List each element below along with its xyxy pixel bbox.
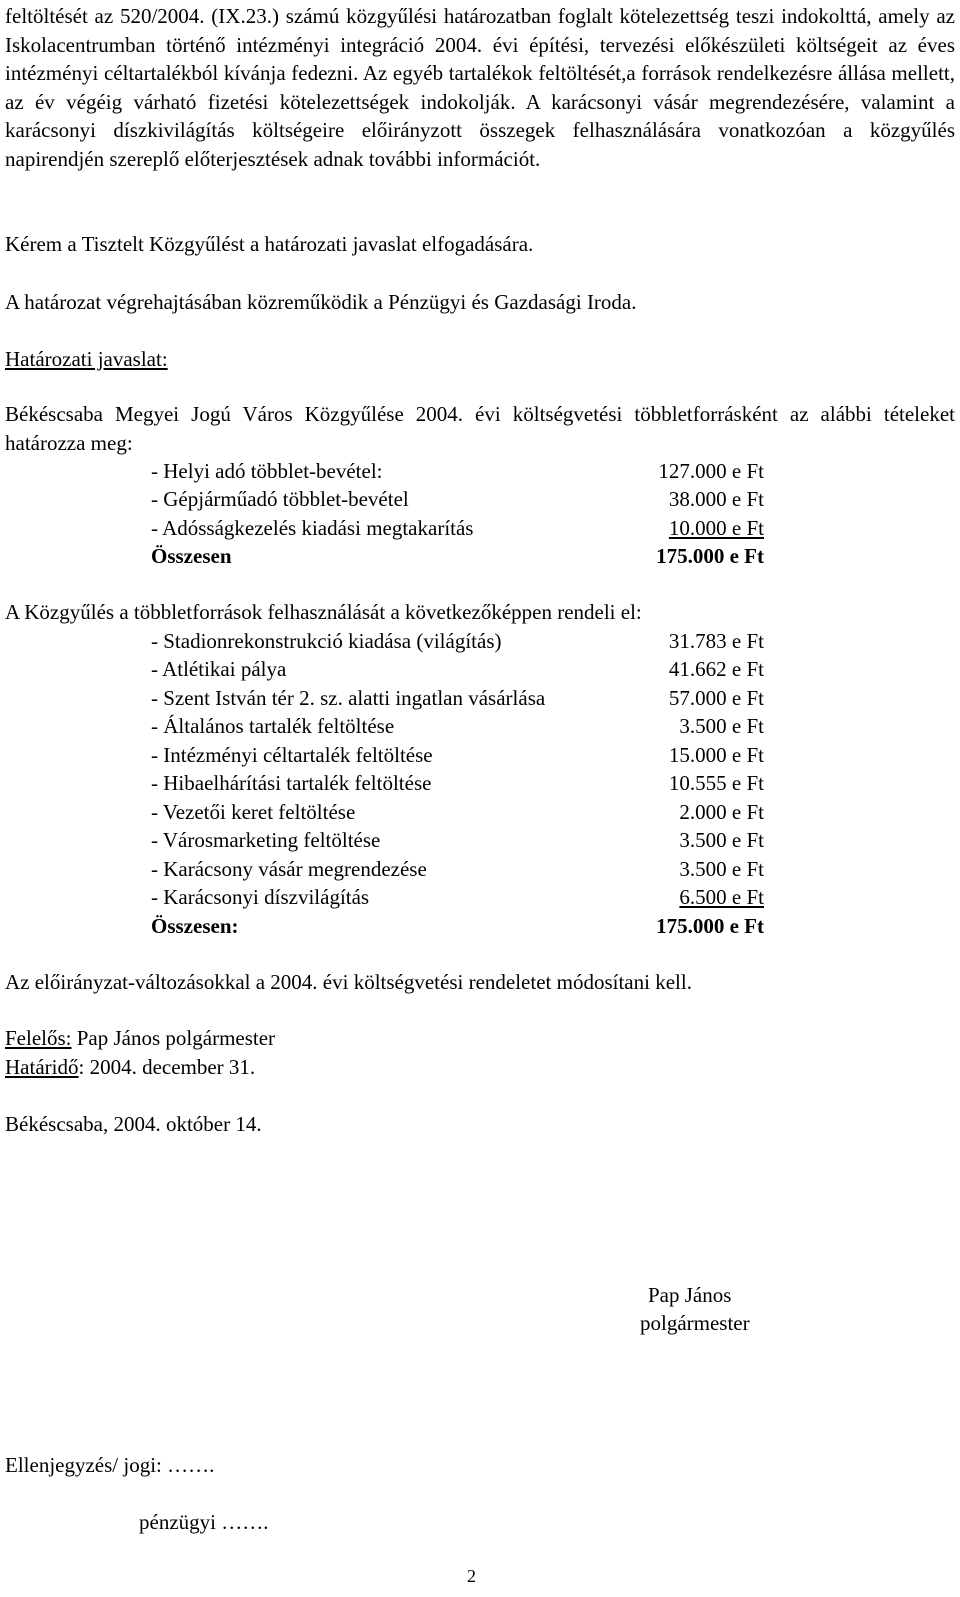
spending-amount: 41.662 e Ft (668, 657, 764, 681)
intro-paragraph: feltöltését az 520/2004. (IX.23.) számú közgyűlési határozatban foglalt kötelezettség teszi indokolttá, amely az Iskolacentrumban történő intézményi integráció 2004. évi építési, tervezési előkészületi költségeit az éves intézményi céltartalékból kívánja fedezni. Az egyéb tartalékok feltöltését,a források rendelkezésre állása mellett, az év végéig várható fizetési kötelezettségek indokolják. A karácsonyi vásár megrendezésére, valamint a karácsonyi díszkivilágítás költségeire előirányzott összegek felhasználására vonatkozóan a közgyűlés napirendjén szereplő előterjesztések adnak további információt. (5, 4, 955, 171)
spending-amount: 15.000 e Ft (668, 743, 764, 767)
spending-amount: 57.000 e Ft (668, 686, 764, 710)
countersign-financial: pénzügyi ……. (139, 1510, 269, 1534)
spending-label: - Karácsony vásár megrendezése (151, 857, 427, 881)
spending-row (5, 741, 955, 769)
spending-row (5, 883, 955, 911)
countersign-legal: Ellenjegyzés/ jogi: ……. (5, 1453, 215, 1477)
spending-row (5, 798, 955, 826)
deadline-value: : 2004. december 31. (78, 1055, 256, 1079)
deadline-label: Határidő (5, 1055, 79, 1079)
spending-row (5, 684, 955, 712)
signatory-name: Pap János (648, 1283, 732, 1307)
spending-intro: A Közgyűlés a többletforrások felhasználását a következőképpen rendeli el: (5, 600, 642, 624)
spending-row (5, 655, 955, 683)
spending-label: - Karácsonyi díszvilágítás (151, 885, 370, 909)
spending-amount: 3.500 e Ft (679, 857, 764, 881)
spending-label: - Intézményi céltartalék feltöltése (151, 743, 433, 767)
resolution-heading: Határozati javaslat: (5, 347, 168, 371)
revenue-total-label: Összesen (151, 544, 232, 568)
spending-row (5, 712, 955, 740)
cooperation-line: A határozat végrehajtásában közreműködik a Pénzügyi és Gazdasági Iroda. (5, 290, 637, 314)
revenue-row (5, 514, 955, 542)
responsible-label: Felelős: (5, 1026, 72, 1050)
deadline-line (5, 1053, 255, 1082)
spending-label: - Hibaelhárítási tartalék feltöltése (151, 771, 432, 795)
spending-amount: 10.555 e Ft (668, 771, 764, 795)
spending-label: - Vezetői keret feltöltése (151, 800, 356, 824)
revenue-row (5, 485, 955, 513)
page-number: 2 (467, 1566, 476, 1586)
spending-row (5, 627, 955, 655)
revenue-total-amount: 175.000 e Ft (656, 544, 764, 568)
spending-label: - Szent István tér 2. sz. alatti ingatlan vásárlása (151, 686, 546, 710)
spending-total-amount: 175.000 e Ft (656, 914, 764, 938)
spending-amount: 6.500 e Ft (679, 885, 764, 909)
request-line: Kérem a Tisztelt Közgyűlést a határozati javaslat elfogadására. (5, 232, 534, 256)
amendment-line: Az előirányzat-változásokkal a 2004. évi költségvetési rendeletet módosítani kell. (5, 970, 692, 994)
spending-total-label: Összesen: (151, 914, 239, 938)
revenue-label: - Adósságkezelés kiadási megtakarítás (151, 516, 474, 540)
spending-amount: 2.000 e Ft (679, 800, 764, 824)
spending-label: - Általános tartalék feltöltése (151, 714, 395, 738)
spending-amount: 3.500 e Ft (679, 714, 764, 738)
spending-total-row (5, 912, 955, 940)
revenue-amount: 127.000 e Ft (658, 459, 764, 483)
responsible-value: Pap János polgármester (71, 1026, 276, 1050)
signatory-title: polgármester (640, 1311, 750, 1335)
revenue-label: - Helyi adó többlet-bevétel: (151, 459, 383, 483)
revenue-amount: 38.000 e Ft (668, 487, 764, 511)
spending-row (5, 826, 955, 854)
revenue-label: - Gépjárműadó többlet-bevétel (151, 487, 409, 511)
revenue-intro: Békéscsaba Megyei Jogú Város Közgyűlése 2004. évi költségvetési többletforrásként az alábbi tételeket határozza meg: (5, 402, 955, 455)
revenue-row (5, 457, 955, 485)
responsible-line (5, 1024, 275, 1053)
spending-amount: 31.783 e Ft (668, 629, 764, 653)
spending-label: - Városmarketing feltöltése (151, 828, 381, 852)
spending-row (5, 855, 955, 883)
revenue-total-row (5, 542, 955, 570)
spending-amount: 3.500 e Ft (679, 828, 764, 852)
revenue-amount: 10.000 e Ft (668, 516, 764, 540)
spending-row (5, 769, 955, 797)
spending-label: - Atlétikai pálya (151, 657, 287, 681)
spending-label: - Stadionrekonstrukció kiadása (világítás) (151, 629, 502, 653)
place-date: Békéscsaba, 2004. október 14. (5, 1112, 262, 1136)
